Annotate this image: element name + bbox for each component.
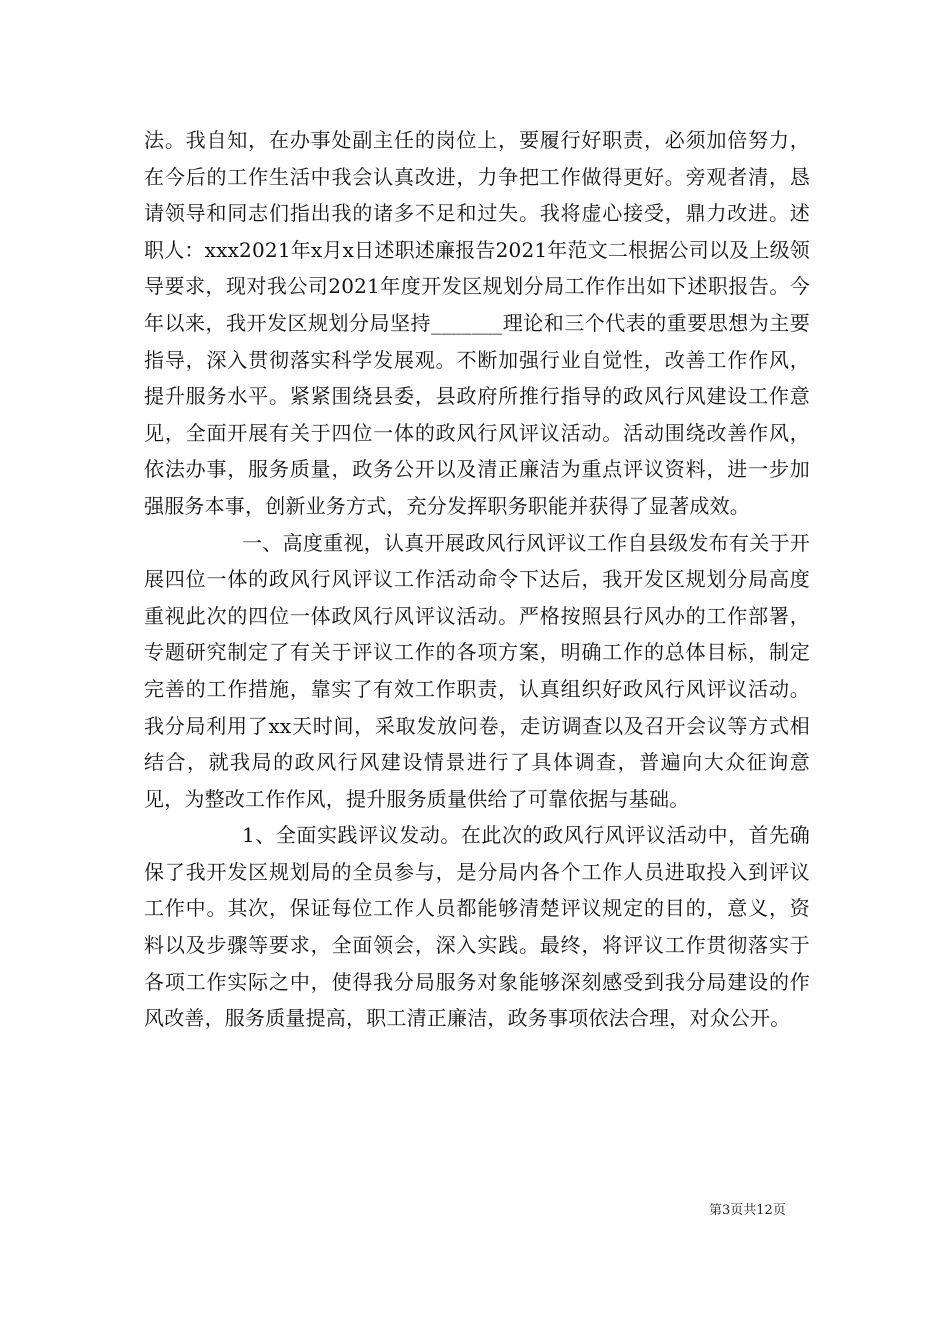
page-number: 第3页共12页 [709,1203,786,1218]
paragraph-continuation: 法。我自知，在办事处副主任的岗位上，要履行好职责，必须加倍努力，在今后的工作生活中我会认真改进，力争把工作做得更好。旁观者清，恳请领导和同志们指出我的诸多不足和过失。我将虚心接受，鼎力改进。述职人：xxx2021年x月x日述职述廉报告2021年范文二根据公司以及上级领导要求，现对我公司2021年度开发区规划分局工作作出如下述职报告。今年以来，我开发区规划分局坚持_______理论和三个代表的重要思想为主要指导，深入贯彻落实科学发展观。不断加强行业自觉性，改善工作作风，提升服务水平。紧紧围绕县委，县政府所推行指导的政风行风建设工作意见，全面开展有关于四位一体的政风行风评议活动。活动围绕改善作风，依法办事，服务质量，政务公开以及清正廉洁为重点评议资料，进一步加强服务本事，创新业务方式，充分发挥职务职能并获得了显著成效。 [144,128,810,518]
document-body [144,122,810,1037]
paragraph-item-one: 1、全面实践评议发动。在此次的政风行风评议活动中，首先确保了我开发区规划局的全员参与，是分局内各个工作人员进取投入到评议工作中。其次，保证每位工作人员都能够清楚评议规定的目的，意义，资料以及步骤等要求，全面领会，深入实践。最终，将评议工作贯彻落实于各项工作实际之中，使得我分局服务对象能够深刻感受到我分局建设的作风改善，服务质量提高，职工清正廉洁，政务事项依法合理，对众公开。 [144,823,810,1031]
paragraph-section-one: 一、高度重视，认真开展政风行风评议工作自县级发布有关于开展四位一体的政风行风评议工作活动命令下达后，我开发区规划分局高度重视此次的四位一体政风行风评议活动。严格按照县行风办的工作部署，专题研究制定了有关于评议工作的各项方案，明确工作的总体目标，制定完善的工作措施，靠实了有效工作职责，认真组织好政风行风评议活动。我分局利用了xx天时间，采取发放问卷，走访调查以及召开会议等方式相结合，就我局的政风行风建设情景进行了具体调查，普遍向大众征询意见，为整改工作作风，提升服务质量供给了可靠依据与基础。 [144,530,810,811]
